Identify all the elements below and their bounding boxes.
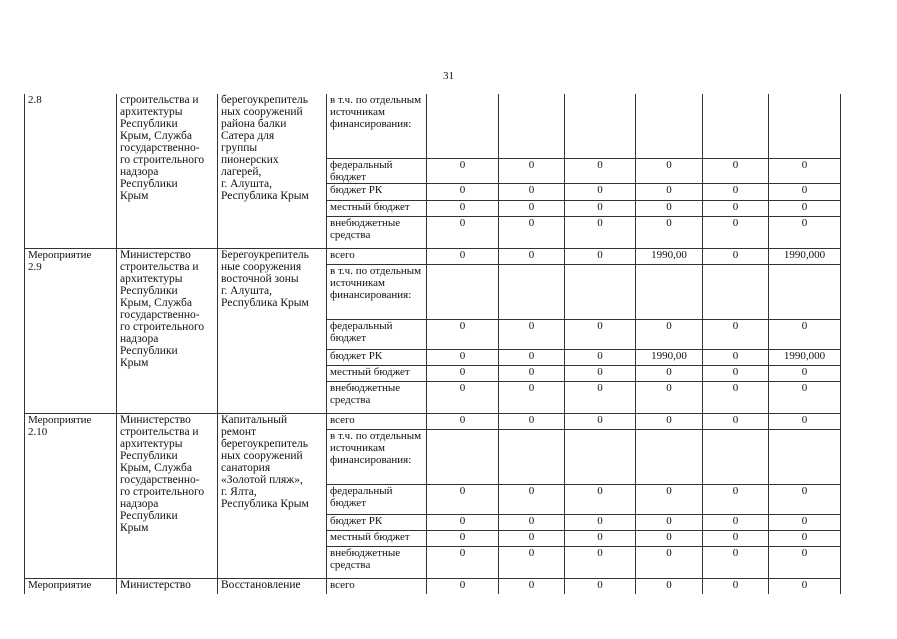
amount-cell: 0	[636, 200, 703, 216]
amount-cell	[427, 429, 499, 484]
event-cell: Мероприятие	[25, 578, 117, 594]
amount-cell: 0	[565, 514, 636, 530]
amount-cell: 0	[769, 158, 841, 183]
object-cell: Берегоукрепитель ные сооружения восточной зоны г. Алушта, Республика Крым	[218, 248, 327, 413]
amount-cell: 1990,000	[769, 349, 841, 365]
amount-cell: 0	[636, 216, 703, 248]
amount-cell: 0	[769, 546, 841, 578]
amount-cell: 0	[769, 365, 841, 381]
funding-source-cell: федеральный бюджет	[327, 158, 427, 183]
amount-cell: 0	[565, 546, 636, 578]
amount-cell: 0	[565, 216, 636, 248]
amount-cell: 0	[636, 514, 703, 530]
amount-cell: 0	[703, 530, 769, 546]
amount-cell: 0	[427, 200, 499, 216]
funding-source-cell: внебюджетные средства	[327, 381, 427, 413]
funding-source-cell: бюджет РК	[327, 183, 427, 200]
table-row	[25, 413, 841, 429]
amount-cell: 0	[636, 530, 703, 546]
amount-cell	[636, 94, 703, 158]
funding-source-cell: в т.ч. по отдельным источникам финансирования:	[327, 264, 427, 319]
amount-cell: 0	[427, 365, 499, 381]
amount-cell: 0	[427, 248, 499, 264]
amount-cell: 0	[499, 183, 565, 200]
table-row	[25, 578, 841, 594]
amount-cell: 1990,00	[636, 349, 703, 365]
object-cell: берегоукрепитель ных сооружений района балки Сатера для группы пионерских лагерей, г. Алушта, Республика Крым	[218, 94, 327, 248]
amount-cell: 0	[769, 319, 841, 349]
amount-cell: 0	[499, 158, 565, 183]
amount-cell: 0	[703, 319, 769, 349]
amount-cell: 0	[636, 413, 703, 429]
amount-cell	[565, 94, 636, 158]
amount-cell: 0	[499, 484, 565, 514]
amount-cell: 0	[427, 216, 499, 248]
amount-cell: 0	[703, 546, 769, 578]
amount-cell: 0	[499, 514, 565, 530]
amount-cell: 0	[565, 365, 636, 381]
amount-cell: 0	[703, 183, 769, 200]
amount-cell	[636, 429, 703, 484]
table-row	[25, 94, 841, 158]
event-cell: Мероприятие 2.10	[25, 413, 117, 578]
amount-cell: 0	[636, 381, 703, 413]
funding-source-cell: всего	[327, 578, 427, 594]
funding-source-cell: федеральный бюджет	[327, 319, 427, 349]
amount-cell: 0	[565, 319, 636, 349]
funding-source-cell: в т.ч. по отдельным источникам финансирования:	[327, 429, 427, 484]
amount-cell: 0	[636, 183, 703, 200]
amount-cell: 0	[499, 413, 565, 429]
amount-cell	[703, 94, 769, 158]
event-cell: 2.8	[25, 94, 117, 248]
amount-cell: 0	[427, 158, 499, 183]
amount-cell: 0	[565, 413, 636, 429]
executor-cell: Министерство	[117, 578, 218, 594]
amount-cell	[769, 429, 841, 484]
object-cell: Восстановление	[218, 578, 327, 594]
amount-cell: 0	[636, 319, 703, 349]
amount-cell: 0	[499, 319, 565, 349]
amount-cell: 0	[427, 578, 499, 594]
funding-source-cell: бюджет РК	[327, 349, 427, 365]
amount-cell: 0	[703, 200, 769, 216]
amount-cell: 0	[427, 530, 499, 546]
amount-cell: 0	[636, 158, 703, 183]
amount-cell: 0	[703, 381, 769, 413]
funding-source-cell: внебюджетные средства	[327, 546, 427, 578]
amount-cell: 0	[769, 530, 841, 546]
amount-cell	[427, 264, 499, 319]
amount-cell	[427, 94, 499, 158]
amount-cell	[703, 429, 769, 484]
amount-cell: 0	[427, 546, 499, 578]
amount-cell	[769, 94, 841, 158]
amount-cell	[703, 264, 769, 319]
financing-table	[24, 94, 841, 594]
funding-source-cell: бюджет РК	[327, 514, 427, 530]
funding-source-cell: внебюджетные средства	[327, 216, 427, 248]
amount-cell: 0	[703, 514, 769, 530]
amount-cell: 0	[499, 200, 565, 216]
amount-cell: 0	[427, 413, 499, 429]
object-cell: Капитальный ремонт берегоукрепитель ных сооружений санатория «Золотой пляж», г. Ялта, Республика Крым	[218, 413, 327, 578]
amount-cell: 0	[703, 484, 769, 514]
amount-cell: 0	[703, 365, 769, 381]
amount-cell: 0	[703, 413, 769, 429]
funding-source-cell: всего	[327, 413, 427, 429]
amount-cell: 0	[499, 248, 565, 264]
amount-cell: 0	[499, 530, 565, 546]
funding-source-cell: в т.ч. по отдельным источникам финансирования:	[327, 94, 427, 158]
amount-cell: 0	[703, 158, 769, 183]
executor-cell: Министерство строительства и архитектуры Республики Крым, Служба государственно- го строительного надзора Республики Крым	[117, 248, 218, 413]
amount-cell: 0	[769, 413, 841, 429]
amount-cell: 0	[427, 514, 499, 530]
amount-cell: 0	[636, 546, 703, 578]
amount-cell: 0	[565, 578, 636, 594]
amount-cell: 0	[769, 200, 841, 216]
amount-cell: 0	[703, 248, 769, 264]
amount-cell: 0	[565, 349, 636, 365]
amount-cell: 0	[636, 365, 703, 381]
amount-cell: 0	[703, 349, 769, 365]
amount-cell: 0	[499, 365, 565, 381]
amount-cell: 0	[427, 183, 499, 200]
funding-source-cell: всего	[327, 248, 427, 264]
amount-cell: 0	[565, 484, 636, 514]
amount-cell: 0	[769, 381, 841, 413]
funding-source-cell: местный бюджет	[327, 530, 427, 546]
amount-cell: 0	[499, 578, 565, 594]
amount-cell: 0	[636, 484, 703, 514]
amount-cell	[769, 264, 841, 319]
amount-cell: 0	[769, 514, 841, 530]
amount-cell	[499, 429, 565, 484]
amount-cell: 0	[636, 578, 703, 594]
funding-source-cell: местный бюджет	[327, 200, 427, 216]
amount-cell: 0	[769, 484, 841, 514]
event-cell: Мероприятие 2.9	[25, 248, 117, 413]
amount-cell: 0	[769, 216, 841, 248]
amount-cell: 0	[565, 381, 636, 413]
amount-cell: 0	[565, 200, 636, 216]
amount-cell: 0	[427, 319, 499, 349]
table-row	[25, 248, 841, 264]
page-number: 31	[443, 70, 454, 82]
amount-cell: 0	[565, 183, 636, 200]
amount-cell: 0	[427, 349, 499, 365]
amount-cell: 0	[703, 578, 769, 594]
amount-cell: 1990,000	[769, 248, 841, 264]
amount-cell: 1990,00	[636, 248, 703, 264]
amount-cell: 0	[565, 530, 636, 546]
amount-cell	[499, 94, 565, 158]
amount-cell: 0	[427, 381, 499, 413]
amount-cell	[636, 264, 703, 319]
funding-source-cell: местный бюджет	[327, 365, 427, 381]
executor-cell: Министерство строительства и архитектуры Республики Крым, Служба государственно- го строительного надзора Республики Крым	[117, 413, 218, 578]
amount-cell: 0	[769, 578, 841, 594]
amount-cell: 0	[499, 216, 565, 248]
amount-cell	[565, 264, 636, 319]
amount-cell: 0	[565, 158, 636, 183]
amount-cell: 0	[499, 546, 565, 578]
amount-cell: 0	[499, 381, 565, 413]
amount-cell: 0	[565, 248, 636, 264]
amount-cell	[499, 264, 565, 319]
amount-cell: 0	[703, 216, 769, 248]
amount-cell	[565, 429, 636, 484]
amount-cell: 0	[427, 484, 499, 514]
amount-cell: 0	[769, 183, 841, 200]
executor-cell: строительства и архитектуры Республики Крым, Служба государственно- го строительного надзора Республики Крым	[117, 94, 218, 248]
funding-source-cell: федеральный бюджет	[327, 484, 427, 514]
amount-cell: 0	[499, 349, 565, 365]
